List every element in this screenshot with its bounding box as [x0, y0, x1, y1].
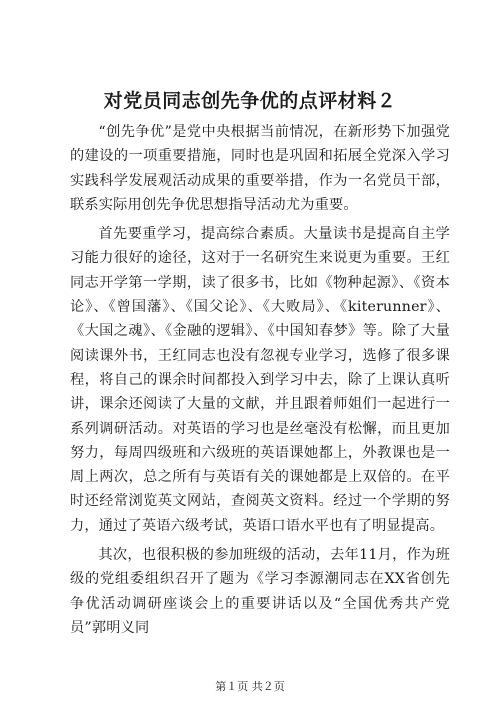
page-number-footer: 第１页 共２页 — [215, 680, 285, 693]
paragraph-activities: 其次，也很积极的参加班级的活动，去年11月，作为班级的党组委组织召开了题为《学习李源潮同志在XX省创先争优活动调研座谈会上的重要讲话以及“全国优秀共产党员”郭明义同 — [70, 547, 450, 636]
document-body — [70, 120, 450, 640]
paragraph-intro: “创先争优”是党中央根据当前情况，在新形势下加强党的建设的一项重要措施，同时也是巩固和拓展全党深入学习实践科学发展观活动成果的重要举措，作为一名党员干部，联系实际用创先争优思想指导活动尤为重要。 — [70, 124, 450, 213]
paragraph-study: 首先要重学习，提高综合素质。大量读书是提高自主学习能力很好的途径，这对于一名研究生来说更为重要。王红同志开学第一学期，读了很多书，比如《物种起源》、《资本论》、《曾国藩》、《国父论》、《大败局》、《kiterunner》、《大国之魂》、《金融的逻辑》、《中国知春梦》等。除了大量阅读课外书，王红同志也没有忽视专业学习，选修了很多课程，将自己的课余时间都投入到学习中去，除了上课认真听讲，课余还阅读了大量的文献，并且跟着师姐们一起进行一系列调研活动。对英语的学习也是丝毫没有松懈，而且更加努力，每周四级班和六级班的英语课她都上，外教课也是一周上两次，总之所有与英语有关的课她都是上双倍的。在平时还经常浏览英文网站，查阅英文资料。经过一个学期的努力，通过了英语六级考试，英语口语水平也有了明显提高。 — [70, 226, 450, 534]
document-title: 对党员同志创先争优的点评材料２ — [103, 90, 397, 112]
